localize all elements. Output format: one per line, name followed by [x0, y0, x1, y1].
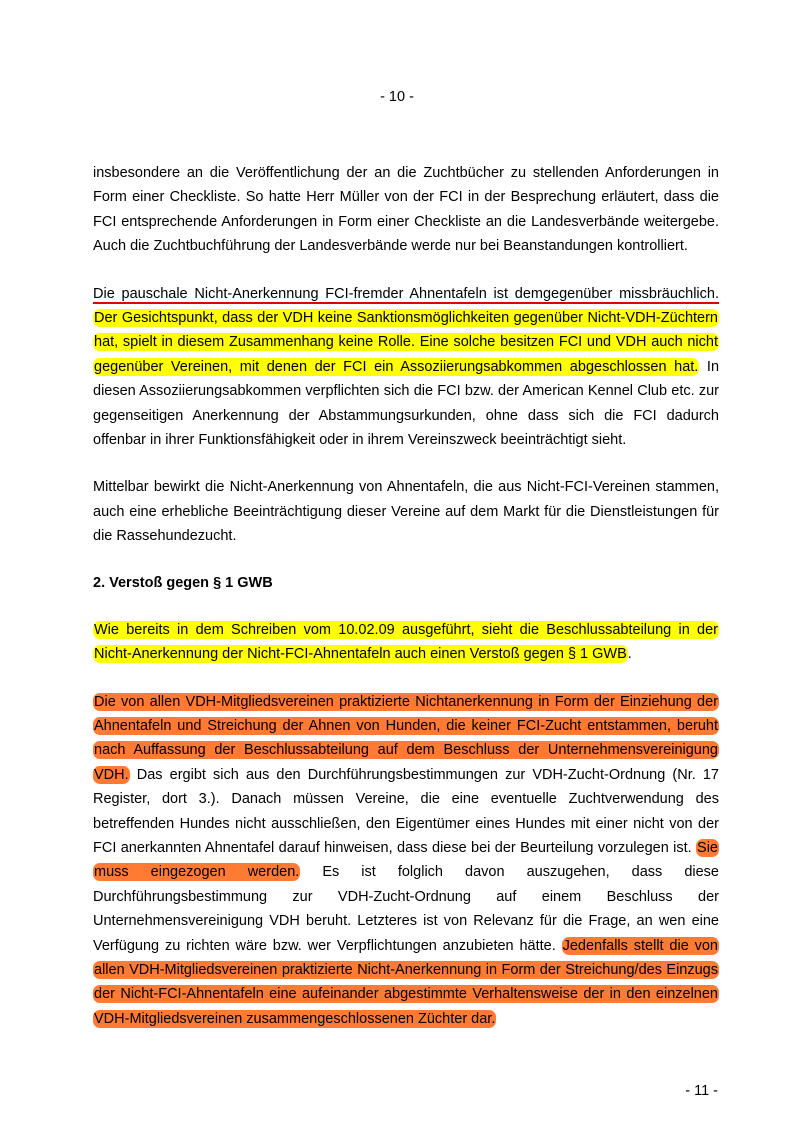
page-number-bottom: - 11 - [685, 1083, 718, 1099]
section-heading: 2. Verstoß gegen § 1 GWB [93, 574, 273, 591]
paragraph-schreiben-end: . [627, 646, 632, 663]
document-body [93, 161, 719, 1031]
yellow-highlight-gwb: Wie bereits in dem Schreiben vom 10.02.09 ausgeführt, sieht die Beschlussabteilung in der Nicht-Anerkennung der Nicht-FCI-Ahnentafeln auch einen Verstoß gegen § 1 GWB [94, 621, 718, 663]
orange-highlight-beschluss: Die von allen VDH-Mitgliedsvereinen praktizierte Nichtanerkennung in Form der Einziehung der Ahnentafeln und Streichung der Ahnen von Hunden, die keiner FCI-Zucht entstammen, beruht nach Auffassung der Beschlussabteilung auf dem Beschluss der Unternehmensvereinigung VDH. [94, 693, 718, 783]
paragraph-mittelbar: Mittelbar bewirkt die Nicht-Anerkennung von Ahnentafeln, die aus Nicht-FCI-Vereinen stammen, auch eine erhebliche Beeinträchtigung dieser Vereine auf dem Markt für die Dienstleistungen für die Rassehundezucht. [93, 479, 719, 545]
underlined-sentence: Die pauschale Nicht-Anerkennung FCI-fremder Ahnentafeln ist demgegenüber missbräuchlich. [93, 285, 719, 302]
paragraph-vdh [93, 690, 719, 1032]
paragraph-schreiben [93, 618, 719, 667]
page-number-top: - 10 - [380, 89, 414, 105]
orange-highlight-eingezogen: Sie muss eingezogen werden. [94, 839, 718, 881]
paragraph-vdh-text-1: Das ergibt sich aus den Durchführungsbestimmungen zur VDH-Zucht-Ordnung (Nr. 17 Register, dort 3.). Danach müssen Vereine, die eine eventuelle Zuchtverwendung des betreffenden Hundes nicht ausschließen, den Eigentümer eines Hundes mit einer nicht von der FCI anerkannten Ahnentafel darauf hinweisen, dass diese bei der Beurteilung vorzulegen ist. [93, 766, 719, 856]
yellow-highlight-sanktion: Der Gesichtspunkt, dass der VDH keine Sanktionsmöglichkeiten gegenüber Nicht-VDH-Züchtern hat, spielt in diesem Zusammenhang keine Rolle. Eine solche besitzen FCI und VDH auch nicht gegenüber Vereinen, mit denen der FCI ein Assoziierungsabkommen abgeschlossen hat. [94, 310, 718, 375]
paragraph-checkliste: insbesondere an die Veröffentlichung der an die Zuchtbücher zu stellenden Anforderungen in Form einer Checkliste. So hatte Herr Müller von der FCI in der Besprechung erläutert, dass die FCI entsprechende Anforderungen in Form einer Checkliste an die Landesverbände weitergebe. Auch die Zuchtbuchführung der Landesverbände werde nur bei Beanstandungen kontrolliert. [93, 165, 719, 255]
paragraph-vdh-text-2: Es ist folglich davon auszugehen, dass diese Durchführungsbestimmung zur VDH-Zucht-Ordnung auf einem Beschluss der Unternehmensvereinigung VDH beruht. Letzteres ist von Relevanz für die Frage, an wen eine Verfügung zu richten wäre bzw. wer Verpflichtungen anzubieten hätte. [93, 864, 719, 954]
paragraph-missbrauch [93, 282, 719, 453]
paragraph-missbrauch-rest: In diesen Assoziierungsabkommen verpflichten sich die FCI bzw. der American Kennel Club etc. zur gegenseitigen Anerkennung der Abstammungsurkunden, ohne dass sich die FCI dadurch offenbar in ihrer Funktionsfähigkeit oder in ihrem Vereinszweck beeinträchtigt sieht. [93, 358, 720, 449]
orange-highlight-verhaltensweise: Jedenfalls stellt die von allen VDH-Mitgliedsvereinen praktizierte Nicht-Anerkennung in Form der Streichung/des Einzugs der Nicht-FCI-Ahnentafeln eine aufeinander abgestimmte Verhaltensweise der in den einzelnen VDH-Mitgliedsvereinen zusammengeschlossenen Züchter dar. [94, 937, 718, 1027]
